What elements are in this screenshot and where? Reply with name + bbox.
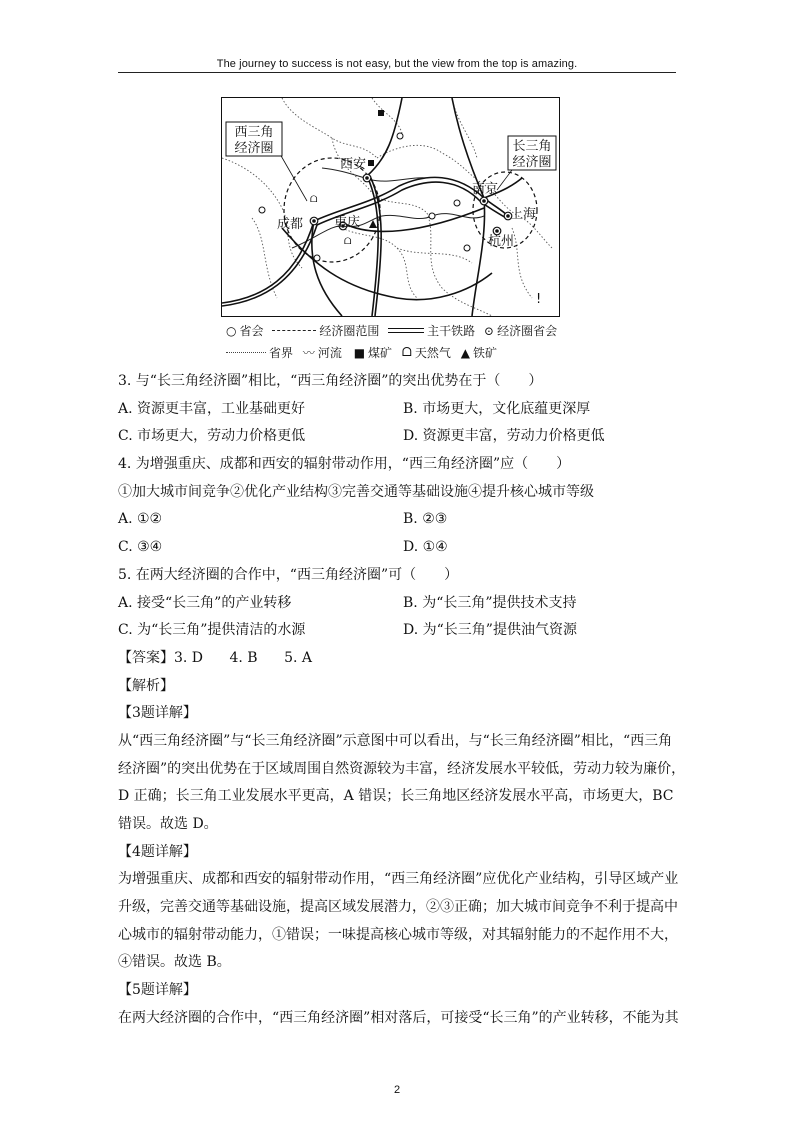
- detail-4-line-3: 心城市的辐射带动能力，①错误；一味提高核心城市等级，对其辐射能力的不起作用不大，: [118, 926, 678, 943]
- legend-iron: 铁矿: [472, 346, 497, 360]
- q4-option-d: D. ①④: [403, 539, 448, 556]
- detail-3-line-3: D 正确；长三角工业发展水平更高，A 错误；长三角地区经济发展水平高，市场更大，BC: [118, 788, 674, 805]
- map-legend-row-1: [226, 322, 559, 339]
- coal-mine-icon: [378, 110, 384, 116]
- label-east-triangle-2: 经济圈: [512, 155, 552, 170]
- answer-label: 【答案】: [118, 649, 174, 666]
- q5-option-a: A. 接受“长三角”的产业转移: [118, 594, 292, 611]
- q5-option-d: D. 为“长三角”提供油气资源: [403, 622, 577, 639]
- coal-mine-icon: [368, 160, 374, 166]
- iron-mine-icon: ▲: [460, 345, 470, 360]
- question-body: [118, 368, 686, 1033]
- range-dash-icon: [272, 330, 316, 331]
- q3-option-a: A. 资源更丰富，工业基础更好: [118, 400, 306, 417]
- detail-4-line-1: 为增强重庆、成都和西安的辐射带动作用，“西三角经济圈”应优化产业结构，引导区域产业: [118, 871, 679, 888]
- railway-line-icon: [388, 328, 424, 333]
- label-west-triangle-2: 经济圈: [234, 141, 274, 156]
- natural-gas-icon: ᗝ: [310, 195, 318, 205]
- q5-option-c: C. 为“长三角”提供清洁的水源: [118, 622, 306, 639]
- legend-range: 经济圈范围: [319, 324, 380, 338]
- label-chongqing: 重庆: [334, 215, 361, 230]
- detail-5-line-1: 在两大经济圈的合作中，“西三角经济圈”相对落后，可接受“长三角”的产业转移，不能为其: [118, 1009, 679, 1026]
- map-legend-row-2: [226, 344, 499, 361]
- q5-option-b: B. 为“长三角”提供技术支持: [403, 594, 577, 611]
- label-nanjing: 南京: [472, 182, 499, 197]
- label-east-triangle-1: 长三角: [512, 139, 552, 154]
- circle-capital-dot-icon: ⊙: [484, 323, 495, 338]
- q4-options-row-2: [118, 534, 678, 562]
- q4-sub: ①加大城市间竞争②优化产业结构③完善交通等基础设施④提升核心城市等级: [118, 483, 594, 500]
- q3-option-c: C. 市场更大，劳动力价格更低: [118, 428, 306, 445]
- province-border-icon: [226, 352, 266, 353]
- legend-province-border: 省界: [269, 346, 294, 360]
- label-shanghai: 上海: [510, 207, 537, 222]
- economic-circle-map: [221, 97, 560, 317]
- detail-3-line-2: 经济圈”的突出优势在于区域周围自然资源较为丰富，经济发展水平较低，劳动力较为廉价，: [118, 760, 686, 777]
- detail-3-label: 【3题详解】: [118, 705, 197, 722]
- answer-line: [118, 645, 678, 673]
- label-west-triangle-1: 西三角: [234, 125, 274, 140]
- map-drawing: [222, 98, 559, 316]
- q5-options-row-1: [118, 590, 678, 618]
- legend-coal: 煤矿: [368, 346, 393, 360]
- natural-gas-icon: ᗝ: [401, 345, 412, 359]
- label-xian: 西安: [340, 157, 367, 172]
- q4-stem: 4. 为增强重庆、成都和西安的辐射带动作用，“西三角经济圈”应（ ）: [118, 456, 571, 473]
- answer-q3: 3. D: [174, 649, 204, 666]
- legend-river: 河流: [317, 346, 342, 360]
- q3-stem: 3. 与“长三角经济圈”相比，“西三角经济圈”的突出优势在于（ ）: [118, 373, 543, 389]
- river-icon: 〰: [302, 346, 315, 360]
- q4-option-b: B. ②③: [403, 511, 448, 528]
- label-mark: !: [536, 292, 542, 307]
- legend-railway: 主干铁路: [427, 324, 476, 338]
- legend-circle-capital: 经济圈省会: [497, 324, 558, 338]
- analysis-label: 【解析】: [118, 677, 174, 694]
- label-chengdu: 成都: [277, 217, 304, 232]
- q3-option-b: B. 市场更大，文化底蕴更深厚: [403, 400, 591, 417]
- natural-gas-icon: ᗝ: [344, 237, 352, 247]
- detail-4-label: 【4题详解】: [118, 843, 197, 860]
- answer-q5: 5. A: [284, 649, 312, 666]
- detail-5-label: 【5题详解】: [118, 982, 197, 999]
- coal-mine-icon: ■: [353, 345, 366, 360]
- detail-3-line-4: 错误。故选 D。: [118, 816, 218, 832]
- page-number: 2: [393, 1084, 401, 1096]
- legend-capital: 省会: [239, 324, 264, 338]
- q3-option-d: D. 资源更丰富，劳动力价格更低: [403, 428, 605, 445]
- q4-option-a: A. ①②: [118, 511, 163, 528]
- header-rule: [118, 72, 676, 73]
- q5-stem: 5. 在两大经济圈的合作中，“西三角经济圈”可（ ）: [118, 566, 459, 583]
- q3-options-row-2: [118, 423, 678, 451]
- detail-3-line-1: 从“西三角经济圈”与“长三角经济圈”示意图中可以看出，与“长三角经济圈”相比，“西三角: [118, 732, 673, 749]
- q4-option-c: C. ③④: [118, 539, 163, 556]
- answer-q4: 4. B: [229, 649, 258, 666]
- label-hangzhou: 杭州: [488, 234, 515, 249]
- legend-gas: 天然气: [414, 346, 451, 360]
- q5-options-row-2: [118, 617, 678, 645]
- page-header-motto: The journey to success is not easy, but the view from the top is amazing.: [216, 58, 578, 70]
- detail-4-line-4: ④错误。故选 B。: [118, 954, 231, 971]
- q3-options-row-1: [118, 396, 678, 424]
- detail-4-line-2: 升级，完善交通等基础设施，提高区域发展潜力，②③正确；加大城市间竞争不利于提高中: [118, 899, 678, 916]
- q4-options-row-1: [118, 506, 678, 534]
- capital-circle-icon: ○: [226, 323, 237, 338]
